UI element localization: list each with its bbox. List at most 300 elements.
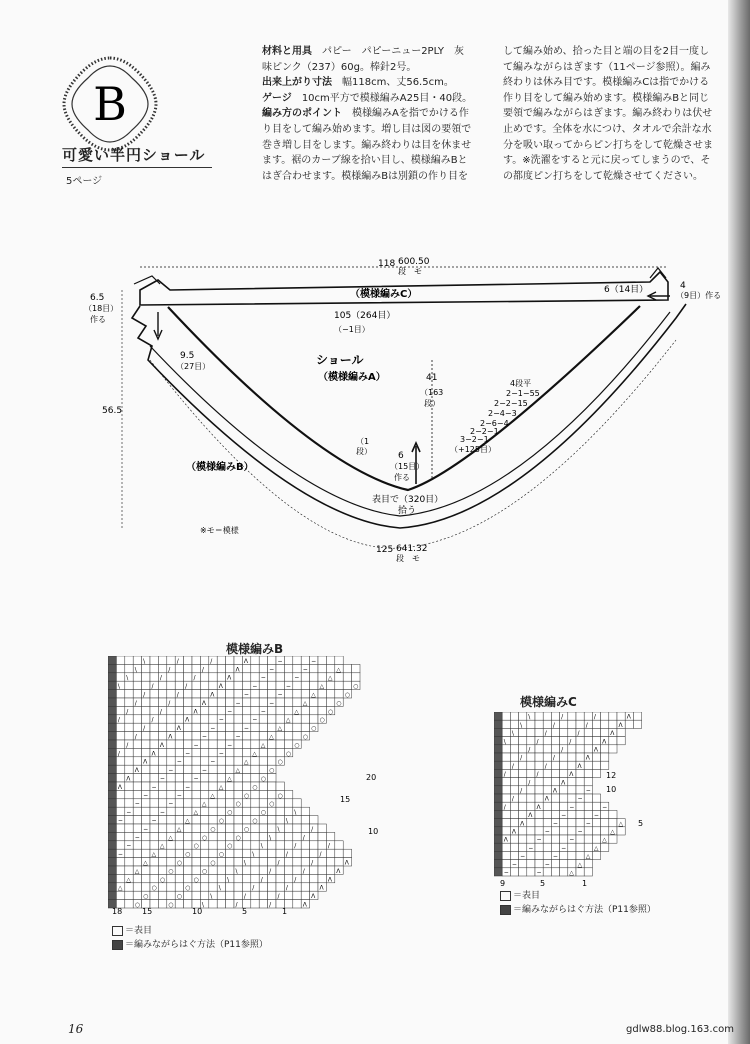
top-count-label: 600.50 — [398, 257, 430, 267]
stitch-cell — [175, 664, 183, 672]
stitch-cell — [125, 681, 133, 689]
stitch-cell — [510, 737, 518, 745]
stitch-symbol: △ — [618, 820, 624, 828]
stitch-cell — [234, 816, 242, 824]
stitch-symbol: Λ — [344, 859, 349, 867]
stitch-cell — [551, 860, 559, 868]
stitch-symbol: ○ — [260, 809, 266, 817]
stitch-symbol: / — [503, 771, 506, 779]
stitch-cell — [519, 860, 527, 868]
stitch-symbol: / — [294, 876, 297, 884]
stitch-cell — [310, 673, 318, 681]
pattern-c-label: （模様編みC） — [350, 289, 418, 300]
stitch-cell — [125, 723, 133, 731]
chart-c-legend-join-text: ＝編みながらはぐ方法（P11参照） — [513, 905, 656, 915]
left-top-label-a: 6.5 — [90, 293, 105, 303]
stitch-cell — [293, 900, 301, 908]
stitch-cell — [543, 843, 551, 851]
stitch-cell — [543, 786, 551, 794]
stitch-cell — [226, 832, 234, 840]
left-top-label-b: （18目） — [84, 304, 119, 313]
stitch-cell — [142, 774, 150, 782]
stitch-cell — [527, 753, 535, 761]
stitch-symbol: / — [117, 750, 120, 758]
stitch-cell — [494, 737, 502, 745]
stitch-cell — [167, 757, 175, 765]
stitch-cell — [200, 673, 208, 681]
stitch-cell — [576, 720, 584, 728]
stitch-cell — [259, 715, 267, 723]
stitch-symbol: − — [210, 725, 216, 733]
stitch-cell — [284, 799, 292, 807]
stitch-cell — [167, 673, 175, 681]
stitch-cell — [116, 757, 124, 765]
stitch-cell — [335, 673, 343, 681]
stitch-cell — [116, 656, 124, 664]
stitch-symbol: − — [561, 844, 567, 852]
stitch-cell — [259, 732, 267, 740]
stitch-cell — [592, 737, 600, 745]
stitch-cell — [234, 706, 242, 714]
stitch-cell — [527, 819, 535, 827]
stitch-cell — [158, 748, 166, 756]
stitch-cell — [519, 737, 527, 745]
stitch-cell — [125, 664, 133, 672]
stitch-symbol: / — [159, 674, 162, 682]
join-stitch-icon — [500, 905, 511, 915]
stitch-cell — [167, 774, 175, 782]
stitch-cell — [535, 810, 543, 818]
stitch-symbol: △ — [117, 884, 123, 892]
stitch-cell — [625, 720, 633, 728]
stitch-cell — [502, 753, 510, 761]
stitch-symbol: − — [193, 775, 199, 783]
stitch-cell — [175, 715, 183, 723]
stitch-cell — [259, 656, 267, 664]
stitch-cell — [519, 827, 527, 835]
stitch-symbol: Λ — [602, 738, 607, 746]
stitch-cell — [276, 782, 284, 790]
stitch-cell — [535, 753, 543, 761]
stitch-cell — [192, 723, 200, 731]
chart-b-legend-join-text: ＝編みながらはぐ方法（P11参照） — [125, 940, 268, 950]
stitch-cell — [268, 858, 276, 866]
stitch-cell — [133, 891, 141, 899]
stitch-symbol: △ — [319, 683, 325, 691]
inc-total: （+125目） — [450, 445, 496, 454]
stitch-symbol: / — [552, 721, 555, 729]
stitch-cell — [527, 868, 535, 876]
stitch-symbol: △ — [159, 842, 165, 850]
stitch-symbol: △ — [210, 792, 215, 800]
stitch-cell — [217, 891, 225, 899]
stitch-cell — [150, 673, 158, 681]
stitch-cell — [494, 843, 502, 851]
stitch-cell — [543, 712, 551, 720]
stitch-symbol: / — [285, 851, 288, 859]
stitch-cell — [226, 664, 234, 672]
page-spine — [728, 0, 750, 1044]
chart-c-legend-plain — [500, 888, 540, 901]
chart-c-cells — [494, 712, 642, 877]
stitch-cell — [301, 891, 309, 899]
stitch-cell — [158, 757, 166, 765]
stitch-cell — [633, 720, 641, 728]
stitch-cell — [234, 883, 242, 891]
stitch-cell — [108, 715, 116, 723]
stitch-symbol: / — [201, 666, 204, 674]
stitch-cell — [175, 874, 183, 882]
stitch-cell — [576, 786, 584, 794]
stitch-cell — [584, 860, 592, 868]
inc-row-2: 2−2−15 — [494, 399, 528, 408]
stitch-cell — [209, 874, 217, 882]
stitch-cell — [234, 790, 242, 798]
stitch-cell — [318, 858, 326, 866]
stitch-cell — [592, 720, 600, 728]
stitch-cell — [150, 799, 158, 807]
stitch-cell — [192, 883, 200, 891]
point-text-5: はぎ合わせます。模様編みBは別鎖の作り目を — [262, 170, 469, 182]
chart-c-col-5: 5 — [540, 879, 546, 888]
stitch-cell — [326, 656, 334, 664]
stitch-cell — [184, 799, 192, 807]
stitch-symbol: / — [544, 762, 547, 770]
stitch-cell — [200, 715, 208, 723]
stitch-cell — [133, 673, 141, 681]
stitch-cell — [242, 799, 250, 807]
stitch-cell — [226, 816, 234, 824]
stitch-cell — [276, 740, 284, 748]
stitch-cell — [158, 698, 166, 706]
stitch-cell — [116, 690, 124, 698]
stitch-cell — [184, 891, 192, 899]
stitch-symbol: − — [252, 683, 258, 691]
stitch-cell — [184, 690, 192, 698]
stitch-cell — [226, 883, 234, 891]
stitch-cell — [543, 753, 551, 761]
stitch-symbol: \ — [503, 738, 506, 746]
stitch-symbol: ○ — [285, 750, 292, 758]
stitch-cell — [184, 673, 192, 681]
stitch-cell — [527, 761, 535, 769]
stitch-symbol: △ — [235, 767, 241, 775]
stitch-cell — [234, 891, 242, 899]
stitch-cell — [268, 673, 276, 681]
stitch-symbol: Λ — [336, 867, 341, 875]
page-title: 可愛い半円ショール — [62, 146, 206, 164]
stitch-cell — [242, 841, 250, 849]
stitch-cell — [116, 858, 124, 866]
stitch-cell — [318, 664, 326, 672]
stitch-symbol: / — [520, 754, 523, 762]
stitch-symbol: △ — [126, 876, 131, 884]
stitch-cell — [242, 765, 250, 773]
stitch-cell — [142, 748, 150, 756]
stitch-cell — [617, 712, 625, 720]
stitch-symbol: \ — [227, 876, 230, 884]
inc-row-3: 2−4−3 — [488, 409, 517, 418]
stitch-cell — [259, 748, 267, 756]
stitch-cell — [108, 807, 116, 815]
stitch-cell — [133, 824, 141, 832]
stitch-symbol: − — [252, 716, 258, 724]
stitch-cell — [142, 698, 150, 706]
stitch-cell — [167, 782, 175, 790]
stitch-cell — [502, 827, 510, 835]
stitch-symbol: / — [319, 851, 322, 859]
stitch-cell — [150, 698, 158, 706]
stitch-cell — [200, 656, 208, 664]
stitch-cell — [108, 849, 116, 857]
stitch-cell — [108, 858, 116, 866]
stitch-symbol: Λ — [193, 708, 198, 716]
stitch-symbol: − — [218, 716, 224, 724]
stitch-cell — [568, 851, 576, 859]
stitch-cell — [226, 790, 234, 798]
stitch-cell — [192, 891, 200, 899]
minus-one-label: （−1目） — [334, 325, 370, 334]
stitch-cell — [125, 849, 133, 857]
stitch-cell — [268, 757, 276, 765]
point-text-4: ます。裾のカーブ線を拾い目し、模様編みBと — [262, 155, 468, 167]
stitch-symbol: \ — [269, 834, 272, 842]
stitch-cell — [494, 712, 502, 720]
stitch-cell — [310, 874, 318, 882]
stitch-cell — [209, 673, 217, 681]
stitch-cell — [502, 761, 510, 769]
stitch-cell — [209, 748, 217, 756]
stitch-cell — [519, 794, 527, 802]
stitch-cell — [576, 737, 584, 745]
stitch-symbol: − — [176, 792, 182, 800]
inc-row-5: 2−2−1 — [470, 427, 499, 436]
stitch-symbol: − — [585, 787, 591, 795]
stitch-cell — [576, 810, 584, 818]
stitch-symbol: / — [511, 762, 514, 770]
stitch-cell — [251, 832, 259, 840]
stitch-cell — [601, 745, 609, 753]
stitch-cell — [133, 790, 141, 798]
stitch-cell — [142, 715, 150, 723]
stitch-cell — [502, 794, 510, 802]
chart-c-legend-join — [500, 902, 656, 915]
stitch-symbol: − — [569, 836, 575, 844]
stitch-cell — [527, 802, 535, 810]
stitch-cell — [502, 778, 510, 786]
stitch-cell — [209, 832, 217, 840]
stitch-cell — [592, 728, 600, 736]
stitch-cell — [217, 706, 225, 714]
stitch-symbol: − — [503, 869, 509, 877]
stitch-cell — [494, 778, 502, 786]
stitch-cell — [601, 728, 609, 736]
stitch-cell — [125, 799, 133, 807]
stitch-cell — [259, 765, 267, 773]
stitch-cell — [268, 774, 276, 782]
stitch-cell — [326, 849, 334, 857]
stitch-symbol: \ — [201, 901, 204, 909]
stitch-symbol: Λ — [302, 901, 307, 909]
stitch-symbol: \ — [252, 851, 255, 859]
stitch-symbol: Λ — [626, 713, 631, 721]
stitch-cell — [592, 827, 600, 835]
stitch-symbol: / — [269, 867, 272, 875]
stitch-cell — [494, 720, 502, 728]
stitch-symbol: − — [201, 733, 207, 741]
stitch-cell — [584, 712, 592, 720]
stitch-cell — [551, 769, 559, 777]
stitch-cell — [502, 819, 510, 827]
join-stitch-icon — [112, 940, 123, 950]
stitch-symbol: Λ — [569, 771, 574, 779]
stitch-cell — [276, 732, 284, 740]
stitch-cell — [284, 740, 292, 748]
stitch-cell — [293, 824, 301, 832]
stitch-symbol: Λ — [243, 657, 249, 665]
size-label: 出来上がり寸法 — [262, 77, 332, 89]
stitch-cell — [519, 868, 527, 876]
stitch-cell — [108, 782, 116, 790]
stitch-cell — [519, 728, 527, 736]
stitch-cell — [167, 874, 175, 882]
stitch-cell — [568, 778, 576, 786]
stitch-cell — [543, 737, 551, 745]
stitch-cell — [234, 841, 242, 849]
stitch-cell — [259, 900, 267, 908]
stitch-cell — [259, 866, 267, 874]
stitch-cell — [150, 706, 158, 714]
stitch-cell — [560, 769, 568, 777]
stitch-cell — [234, 715, 242, 723]
stitch-cell — [293, 849, 301, 857]
stitch-cell — [116, 774, 124, 782]
stitch-cell — [175, 673, 183, 681]
stitch-cell — [535, 843, 543, 851]
stitch-symbol: Λ — [176, 725, 181, 733]
stitch-cell — [226, 690, 234, 698]
stitch-cell — [133, 740, 141, 748]
stitch-cell — [568, 860, 576, 868]
stitch-cell — [251, 858, 259, 866]
stitch-cell — [494, 851, 502, 859]
stitch-symbol: Λ — [218, 683, 223, 691]
stitch-cell — [592, 753, 600, 761]
stitch-cell — [150, 824, 158, 832]
stitch-cell — [284, 664, 292, 672]
stitch-cell — [551, 810, 559, 818]
stitch-cell — [601, 810, 609, 818]
stitch-symbol: / — [294, 842, 297, 850]
stitch-cell — [584, 745, 592, 753]
stitch-symbol: ○ — [260, 775, 266, 783]
stitch-cell — [209, 765, 217, 773]
stitch-symbol: △ — [285, 716, 291, 724]
stitch-cell — [268, 891, 276, 899]
stitch-cell — [601, 827, 609, 835]
stitch-cell — [116, 673, 124, 681]
stitch-cell — [251, 874, 259, 882]
stitch-cell — [167, 816, 175, 824]
stitch-symbol: Λ — [552, 787, 558, 795]
stitch-cell — [293, 698, 301, 706]
stitch-cell — [318, 874, 326, 882]
stitch-symbol: \ — [520, 721, 523, 729]
stitch-cell — [276, 849, 284, 857]
stitch-cell — [284, 841, 292, 849]
stitch-cell — [116, 841, 124, 849]
stitch-symbol: − — [577, 828, 583, 836]
stitch-symbol: Λ — [185, 716, 190, 724]
stitch-cell — [535, 712, 543, 720]
stitch-cell — [175, 841, 183, 849]
stitch-cell — [560, 761, 568, 769]
stitch-symbol: / — [260, 876, 263, 884]
stitch-cell — [584, 737, 592, 745]
stitch-cell — [108, 841, 116, 849]
stitch-symbol: ○ — [168, 901, 174, 909]
stitch-cell — [519, 835, 527, 843]
stitch-cell — [184, 732, 192, 740]
stitch-cell — [217, 790, 225, 798]
stitch-cell — [158, 891, 166, 899]
stitch-cell — [184, 900, 192, 908]
stitch-cell — [125, 715, 133, 723]
stitch-symbol: △ — [218, 783, 224, 791]
stitch-cell — [318, 673, 326, 681]
top-width-label: 118 — [378, 259, 396, 269]
stitch-cell — [142, 681, 150, 689]
stitch-cell — [184, 790, 192, 798]
stitch-cell — [200, 740, 208, 748]
stitch-cell — [560, 860, 568, 868]
stitch-cell — [609, 737, 617, 745]
stitch-cell — [543, 802, 551, 810]
stitch-cell — [217, 824, 225, 832]
stitch-cell — [192, 748, 200, 756]
stitch-cell — [251, 698, 259, 706]
stitch-symbol: \ — [235, 867, 238, 875]
stitch-cell — [268, 874, 276, 882]
stitch-cell — [510, 802, 518, 810]
stitch-symbol: − — [269, 666, 275, 674]
stitch-symbol: − — [134, 800, 140, 808]
center-6-label: 6 — [398, 451, 404, 461]
stitch-cell — [543, 745, 551, 753]
chart-b-cells — [108, 656, 360, 909]
stitch-symbol: Λ — [544, 795, 549, 803]
right-text-8: す。※洗濯をすると元に戻ってしまうので、そ — [503, 155, 711, 167]
stitch-cell — [116, 723, 124, 731]
stitch-cell — [510, 753, 518, 761]
stitch-cell — [551, 827, 559, 835]
stitch-symbol: / — [117, 716, 120, 724]
stitch-symbol: \ — [277, 825, 280, 833]
stitch-symbol: − — [277, 691, 283, 699]
stitch-cell — [108, 891, 116, 899]
stitch-cell — [576, 769, 584, 777]
stitch-cell — [192, 849, 200, 857]
stitch-symbol: − — [520, 853, 526, 861]
stitch-cell — [284, 832, 292, 840]
stitch-cell — [510, 769, 518, 777]
stitch-cell — [184, 774, 192, 782]
stitch-symbol: Λ — [503, 836, 508, 844]
stitch-cell — [301, 681, 309, 689]
left-height-label: 56.5 — [102, 406, 123, 416]
stitch-symbol: / — [252, 884, 255, 892]
stitch-symbol: \ — [243, 859, 246, 867]
